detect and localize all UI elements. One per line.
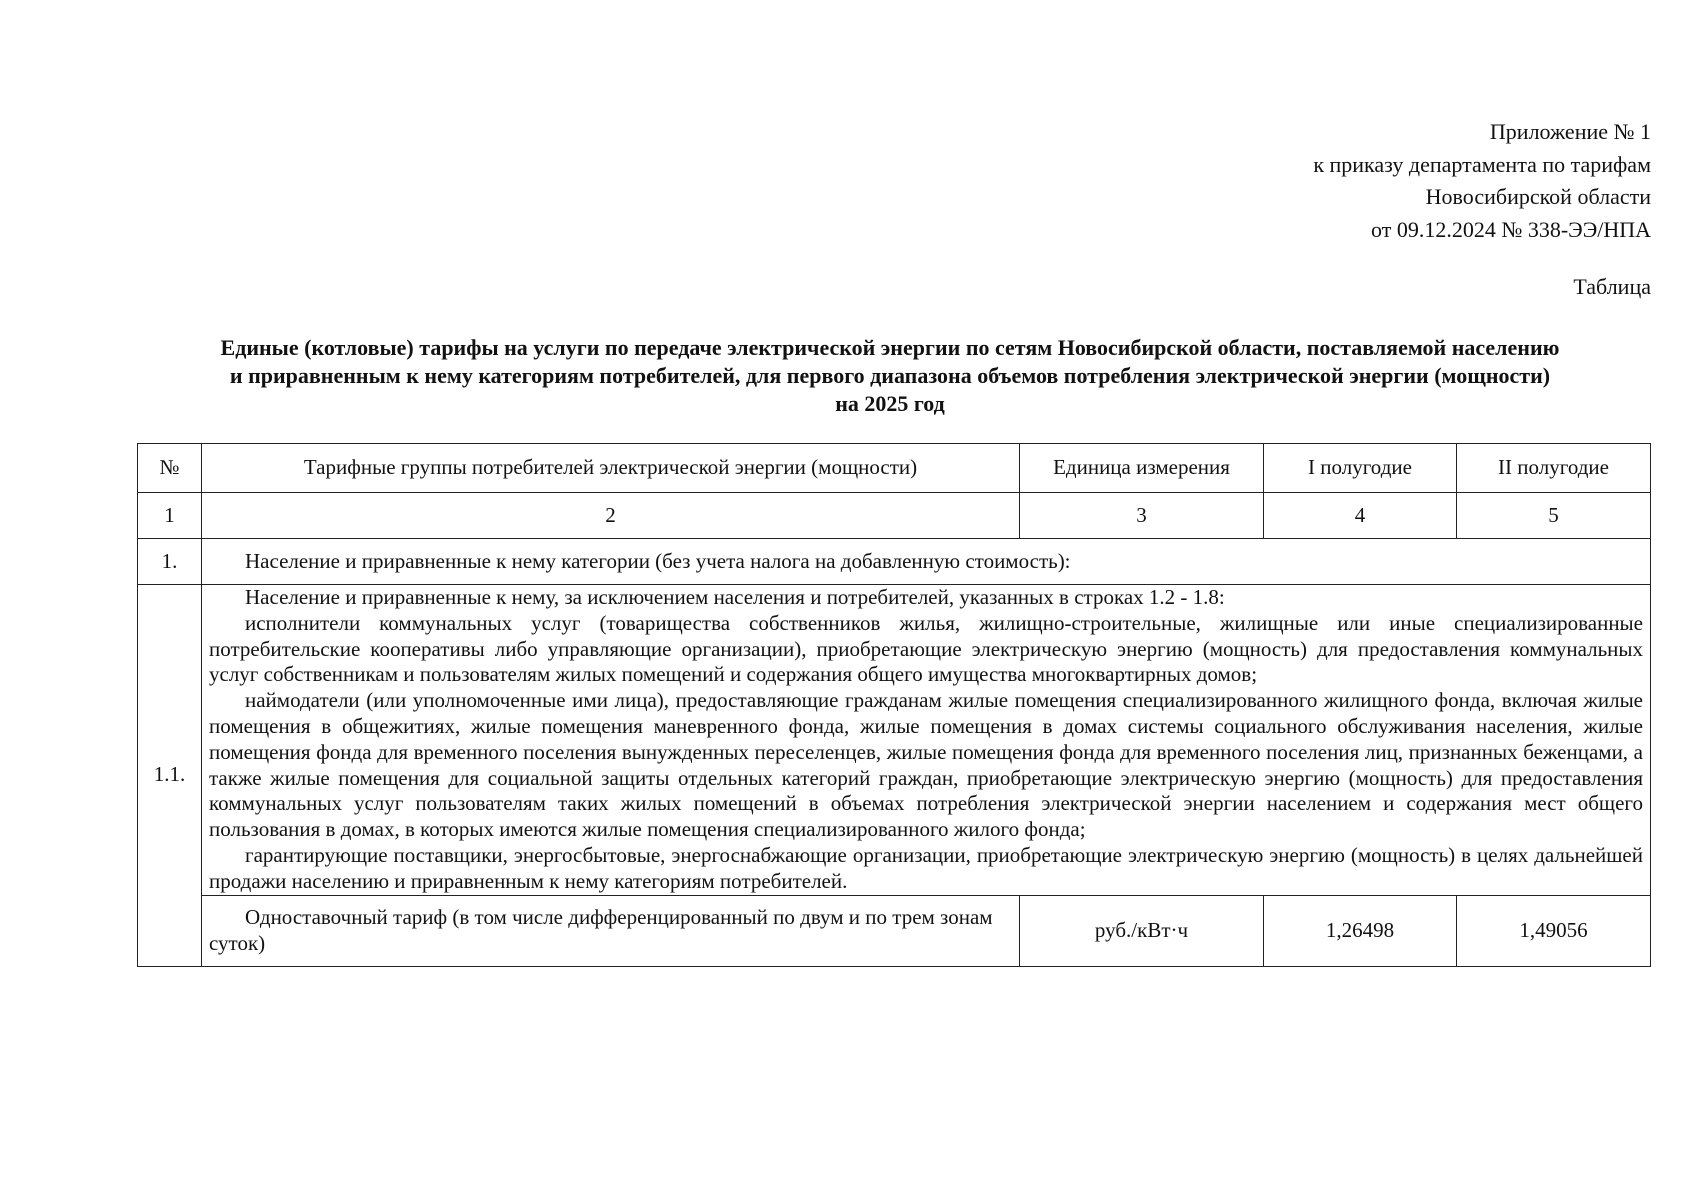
header-half-2: II полугодие xyxy=(1457,444,1651,493)
column-number: 4 xyxy=(1264,493,1457,539)
appendix-block xyxy=(1313,116,1651,246)
table-row xyxy=(138,539,1651,585)
appendix-number: Приложение № 1 xyxy=(1489,119,1651,144)
document-title xyxy=(130,334,1650,418)
appendix-region: Новосибирской области xyxy=(1425,184,1651,209)
column-number: 5 xyxy=(1457,493,1651,539)
header-unit: Единица измерения xyxy=(1020,444,1264,493)
title-line-2: и приравненным к нему категориям потребителей, для первого диапазона объемов потребления электрической энергии (мощности) xyxy=(229,363,1551,388)
row-number: 1.1. xyxy=(138,585,202,967)
row-description xyxy=(202,585,1651,896)
table-caption: Таблица xyxy=(1573,274,1651,299)
header-number: № xyxy=(138,444,202,493)
tariff-unit: руб./кВт·ч xyxy=(1020,895,1264,966)
title-line-3: на 2025 год xyxy=(835,391,945,416)
table-header-row xyxy=(138,444,1651,493)
appendix-date-number: от 09.12.2024 № 338-ЭЭ/НПА xyxy=(1371,216,1651,242)
row-category-text: Население и приравненные к нему категории (без учета налога на добавленную стоимость): xyxy=(202,539,1651,585)
table-row xyxy=(138,895,1651,966)
description-paragraph: Население и приравненные к нему, за исключением населения и потребителей, указанных в строках 1.2 - 1.8: xyxy=(245,585,1225,609)
description-paragraph: гарантирующие поставщики, энергосбытовые, энергоснабжающие организации, приобретающие электрическую энергию (мощность) в целях дальнейшей продажи населению и приравненным к нему категориям потребителей. xyxy=(209,842,1643,893)
table-row xyxy=(138,585,1651,896)
description-paragraph: исполнители коммунальных услуг (товарищества собственников жилья, жилищно-строительные, жилищные или иные специализированные потребительские кооперативы либо управляющие организации), приобретающие электрическую энергию (мощность) для предоставления коммунальных услуг собственникам и пользователям жилых помещений и содержания общего имущества многоквартирных домов; xyxy=(209,610,1643,687)
row-number: 1. xyxy=(138,539,202,585)
header-tariff-groups: Тарифные группы потребителей электрической энергии (мощности) xyxy=(202,444,1020,493)
header-half-1: I полугодие xyxy=(1264,444,1457,493)
column-numbers-row xyxy=(138,493,1651,539)
tariff-name: Одноставочный тариф (в том числе дифференцированный по двум и по трем зонам суток) xyxy=(202,895,1020,966)
title-line-1: Единые (котловые) тарифы на услуги по передаче электрической энергии по сетям Новосибирской области, поставляемой населению xyxy=(220,335,1560,360)
column-number: 3 xyxy=(1020,493,1264,539)
appendix-order-ref: к приказу департамента по тарифам xyxy=(1313,151,1651,177)
column-number: 1 xyxy=(138,493,202,539)
tariff-value-half-1: 1,26498 xyxy=(1264,895,1457,966)
tariff-value-half-2: 1,49056 xyxy=(1457,895,1651,966)
column-number: 2 xyxy=(202,493,1020,539)
description-paragraph: наймодатели (или уполномоченные ими лица), предоставляющие гражданам жилые помещения специализированного жилищного фонда, включая жилые помещения в общежитиях, жилые помещения маневренного фонда, жилые помещения в домах системы социального обслуживания населения, жилые помещения фонда для временного поселения вынужденных переселенцев, жилые помещения фонда для временного поселения лиц, признанных беженцами, а также жилые помещения для социальной защиты отдельных категорий граждан, приобретающие электрическую энергию (мощность) для предоставления коммунальных услуг пользователям таких жилых помещений в объемах потребления электрической энергии населением и содержания мест общего пользования в домах, в которых имеются жилые помещения специализированного жилого фонда; xyxy=(209,688,1643,842)
tariff-table xyxy=(137,443,1651,967)
